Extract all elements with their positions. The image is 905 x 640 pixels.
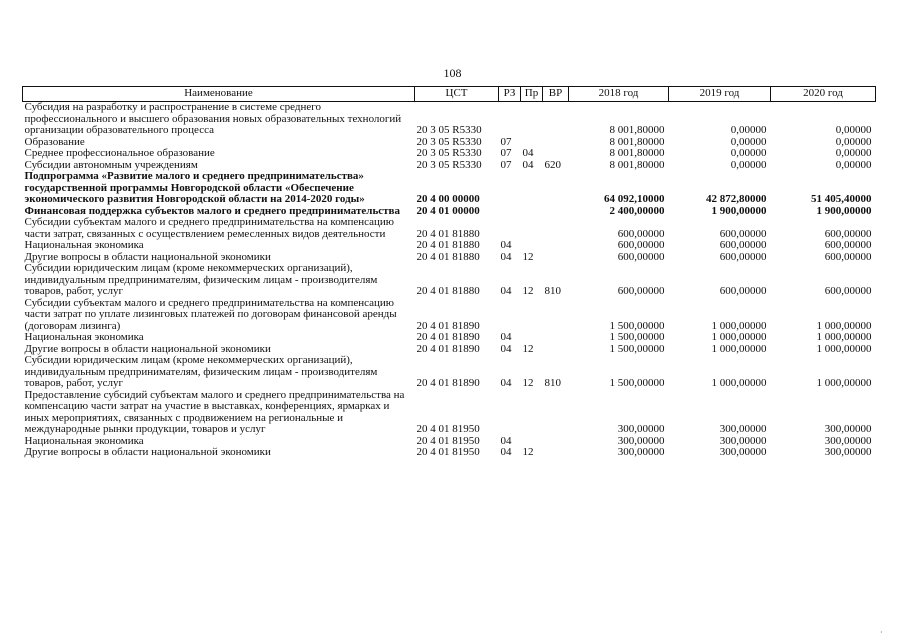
cell-name: Другие вопросы в области национальной экономики	[24, 342, 271, 355]
cell-2018: 8 001,80000	[609, 147, 665, 159]
cell-name: Среднее профессиональное образование	[24, 147, 215, 159]
cell-vr	[543, 332, 569, 344]
cell-rz	[499, 390, 521, 436]
cell-cst: 20 4 01 81880	[416, 227, 480, 240]
cell-2018: 8 001,80000	[609, 124, 665, 136]
cell-cst: 20 4 01 81890	[416, 331, 480, 343]
cell-2020: 1 000,00000	[816, 377, 872, 389]
cell-rz: 04	[500, 331, 512, 343]
cell-2020: 600,00000	[824, 239, 872, 251]
cell-vr	[543, 171, 569, 206]
cell-2019: 1 000,00000	[711, 331, 767, 343]
cell-2018: 600,00000	[617, 227, 665, 240]
table-row	[23, 447, 876, 459]
cell-vr	[543, 206, 569, 218]
cell-pr	[521, 332, 543, 344]
cell-2019: 300,00000	[719, 423, 767, 435]
cell-cst: 20 3 05 R5330	[416, 135, 482, 148]
cell-name: Субсидии юридическим лицам (кроме некоммерческих организаций), индивидуальным предпринимателям, физическим лицам - производителям товаров, работ, услуг	[24, 354, 378, 389]
cell-cst: 20 3 05 R5330	[416, 147, 482, 159]
cell-2020: 1 000,00000	[816, 331, 872, 343]
cell-2020: 600,00000	[824, 250, 872, 263]
cell-pr: 12	[522, 250, 534, 263]
cell-name: Субсидии субъектам малого и среднего предпринимательства на компенсацию части затрат по уплате лизинговых платежей по договорам финансовой аренды (договорам лизинга)	[24, 296, 397, 332]
table-row	[23, 390, 876, 436]
cell-cst: 20 4 01 81880	[416, 239, 480, 251]
cell-rz: 07	[500, 158, 512, 171]
cell-rz: 04	[500, 446, 512, 458]
cell-vr: 810	[544, 377, 561, 389]
column-header-name: Наименование	[23, 87, 415, 102]
column-header-2020: 2020 год	[771, 87, 876, 102]
cell-2020: 0,00000	[835, 158, 872, 171]
cell-2020: 600,00000	[824, 285, 872, 297]
cell-2018: 1 500,00000	[609, 331, 665, 343]
cell-vr	[543, 298, 569, 333]
cell-2019: 0,00000	[730, 124, 767, 136]
cell-rz	[499, 217, 521, 240]
cell-vr	[543, 252, 569, 264]
cell-vr: 810	[544, 285, 561, 297]
column-header-2018: 2018 год	[569, 87, 669, 102]
cell-rz: 04	[500, 250, 512, 263]
cell-cst: 20 3 05 R5330	[416, 124, 482, 136]
cell-rz: 04	[500, 239, 512, 251]
cell-name: Субсидии юридическим лицам (кроме некоммерческих организаций), индивидуальным предпринимателям, физическим лицам - производителям товаров, работ, услуг	[24, 262, 378, 297]
table-row	[23, 148, 876, 160]
cell-vr	[543, 447, 569, 459]
cell-cst: 20 4 00 00000	[416, 193, 480, 205]
cell-name: Подпрограмма «Развитие малого и среднего предпринимательства» государственной программы Новгородской области «Обеспечение экономического развития Новгородской области на 2014-2020 годы»	[24, 170, 365, 205]
cell-2020: 0,00000	[835, 135, 872, 148]
cell-pr	[521, 171, 543, 206]
cell-2020: 300,00000	[824, 446, 872, 458]
cell-vr	[543, 102, 569, 137]
cell-vr: 620	[544, 158, 561, 171]
table-row	[23, 263, 876, 298]
cell-2020: 0,00000	[835, 124, 872, 136]
cell-pr: 12	[522, 285, 534, 297]
cell-2018: 64 092,10000	[604, 193, 665, 205]
cell-name: Национальная экономика	[24, 239, 144, 251]
cell-2019: 300,00000	[719, 446, 767, 458]
cell-2019: 300,00000	[719, 434, 767, 447]
cell-cst: 20 4 01 00000	[416, 204, 480, 217]
cell-2018: 2 400,00000	[609, 204, 665, 217]
cell-name: Образование	[24, 135, 85, 148]
cell-pr: 12	[522, 446, 534, 458]
cell-pr: 04	[522, 158, 534, 171]
cell-2019: 1 000,00000	[711, 319, 767, 332]
cell-rz	[499, 298, 521, 333]
cell-name: Национальная экономика	[24, 331, 144, 343]
cell-2018: 1 500,00000	[609, 342, 665, 355]
table-row	[23, 217, 876, 240]
cell-2019: 1 000,00000	[711, 342, 767, 355]
cell-pr: 12	[522, 377, 534, 389]
cell-cst: 20 4 01 81950	[416, 434, 480, 447]
cell-2019: 600,00000	[719, 285, 767, 297]
table-body	[23, 102, 876, 459]
table-row	[23, 102, 876, 137]
cell-vr	[543, 137, 569, 149]
cell-rz: 04	[500, 377, 512, 389]
cell-pr	[521, 390, 543, 436]
cell-2018: 300,00000	[617, 423, 665, 435]
cell-vr	[543, 436, 569, 448]
cell-vr	[543, 217, 569, 240]
cell-2019: 1 000,00000	[711, 377, 767, 389]
cell-cst: 20 4 01 81880	[416, 250, 480, 263]
cell-name: Национальная экономика	[24, 434, 144, 447]
cell-cst: 20 4 01 81880	[416, 285, 480, 297]
cell-cst: 20 4 01 81950	[416, 423, 480, 435]
cell-2020: 300,00000	[824, 434, 872, 447]
cell-2019: 0,00000	[730, 147, 767, 159]
table-row	[23, 355, 876, 390]
table-header-row	[23, 87, 876, 102]
cell-rz: 07	[500, 135, 512, 148]
cell-2019: 0,00000	[730, 158, 767, 171]
cell-2019: 600,00000	[719, 250, 767, 263]
cell-cst: 20 3 05 R5330	[416, 158, 482, 171]
cell-2020: 0,00000	[835, 147, 872, 159]
cell-rz	[499, 102, 521, 137]
cell-2019: 600,00000	[719, 239, 767, 251]
cell-name: Другие вопросы в области национальной экономики	[24, 250, 271, 263]
table-row	[23, 298, 876, 333]
cell-name: Финансовая поддержка субъектов малого и среднего предпринимательства	[24, 204, 400, 217]
budget-table	[22, 86, 876, 459]
cell-2020: 51 405,40000	[811, 193, 872, 205]
cell-name: Субсидии субъектам малого и среднего предпринимательства на компенсацию части затрат, связанных с осуществлением ремесленных видов деятельности	[24, 216, 394, 240]
cell-2018: 600,00000	[617, 239, 665, 251]
cell-vr	[543, 390, 569, 436]
cell-2020: 1 000,00000	[816, 319, 872, 332]
cell-2019: 600,00000	[719, 227, 767, 240]
cell-cst: 20 4 01 81890	[416, 319, 480, 332]
table-row	[23, 240, 876, 252]
column-header-vr: ВР	[543, 87, 569, 102]
column-header-2019: 2019 год	[669, 87, 771, 102]
column-header-pr: Пр	[521, 87, 543, 102]
cell-2018: 1 500,00000	[609, 377, 665, 389]
cell-2020: 1 900,00000	[816, 204, 872, 217]
cell-pr	[521, 240, 543, 252]
cell-2020: 1 000,00000	[816, 342, 872, 355]
cell-2018: 1 500,00000	[609, 319, 665, 332]
cell-pr	[521, 102, 543, 137]
cell-2018: 600,00000	[617, 285, 665, 297]
cell-pr: 04	[522, 147, 534, 159]
cell-rz	[499, 171, 521, 206]
cell-pr	[521, 206, 543, 218]
cell-2020: 300,00000	[824, 423, 872, 435]
cell-rz: 07	[500, 147, 512, 159]
cell-2018: 8 001,80000	[609, 158, 665, 171]
cell-rz: 04	[500, 342, 512, 355]
cell-vr	[543, 148, 569, 160]
page-number: 108	[443, 66, 462, 80]
table-row	[23, 332, 876, 344]
cell-2020: 600,00000	[824, 227, 872, 240]
column-header-cst: ЦСТ	[415, 87, 499, 102]
cell-2018: 600,00000	[617, 250, 665, 263]
cell-vr	[543, 240, 569, 252]
corner-mark: ·	[880, 628, 883, 637]
cell-cst: 20 4 01 81890	[416, 342, 480, 355]
cell-name: Субсидии автономным учреждениям	[24, 158, 198, 171]
cell-rz: 04	[500, 285, 512, 297]
cell-pr: 12	[522, 342, 534, 355]
table-row	[23, 171, 876, 206]
cell-name: Субсидия на разработку и распространение в системе среднего профессионального и высшего образования новых образовательных технологий организации образовательного процесса	[24, 101, 402, 136]
cell-cst: 20 4 01 81890	[416, 377, 480, 389]
cell-vr	[543, 344, 569, 356]
cell-2019: 1 900,00000	[711, 204, 767, 217]
cell-2019: 42 872,80000	[706, 193, 767, 205]
cell-name: Предоставление субсидий субъектам малого и среднего предпринимательства на компенсацию части затрат на участие в выставках, конференциях, ярмарках и иных мероприятиях, связанных с продвижением на региональные и международные рынки продукции, товаров и услуг	[24, 388, 405, 435]
column-header-rz: РЗ	[499, 87, 521, 102]
cell-name: Другие вопросы в области национальной экономики	[24, 446, 271, 458]
cell-2018: 8 001,80000	[609, 135, 665, 148]
cell-2018: 300,00000	[617, 434, 665, 447]
cell-rz	[499, 206, 521, 218]
cell-pr	[521, 217, 543, 240]
cell-2018: 300,00000	[617, 446, 665, 458]
cell-pr	[521, 298, 543, 333]
cell-2019: 0,00000	[730, 135, 767, 148]
cell-rz: 04	[500, 434, 512, 447]
cell-cst: 20 4 01 81950	[416, 446, 480, 458]
